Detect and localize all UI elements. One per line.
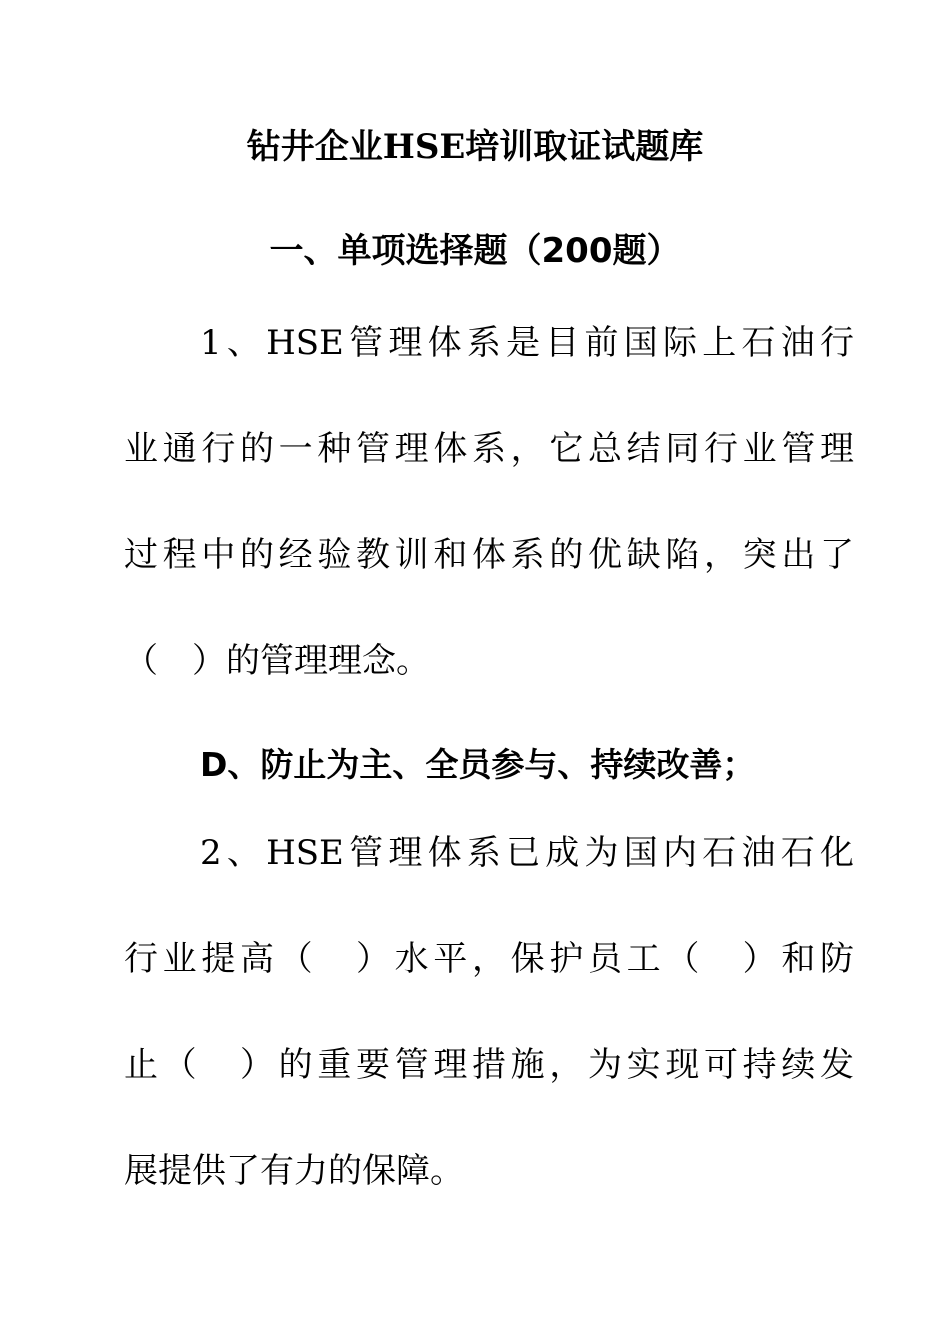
question-line: （ ）的管理理念。 bbox=[124, 641, 430, 681]
question-line: 行业提高（ ）水平，保护员工（ ）和防 bbox=[124, 939, 854, 979]
answer-text: D、防止为主、全员参与、持续改善； bbox=[200, 745, 756, 784]
question-line: 过程中的经验教训和体系的优缺陷，突出了 bbox=[124, 535, 854, 575]
section-heading: 一、单项选择题（200题） bbox=[269, 231, 681, 271]
question-line: 止（ ）的重要管理措施，为实现可持续发 bbox=[124, 1045, 854, 1085]
question-line: 展提供了有力的保障。 bbox=[124, 1151, 464, 1191]
document-title: 钻井企业HSE培训取证试题库 bbox=[246, 127, 704, 167]
question-line: 2、HSE管理体系已成为国内石油石化 bbox=[200, 833, 854, 873]
question-line: 业通行的一种管理体系，它总结同行业管理 bbox=[124, 429, 854, 469]
question-line: 1、HSE管理体系是目前国际上石油行 bbox=[200, 323, 854, 363]
